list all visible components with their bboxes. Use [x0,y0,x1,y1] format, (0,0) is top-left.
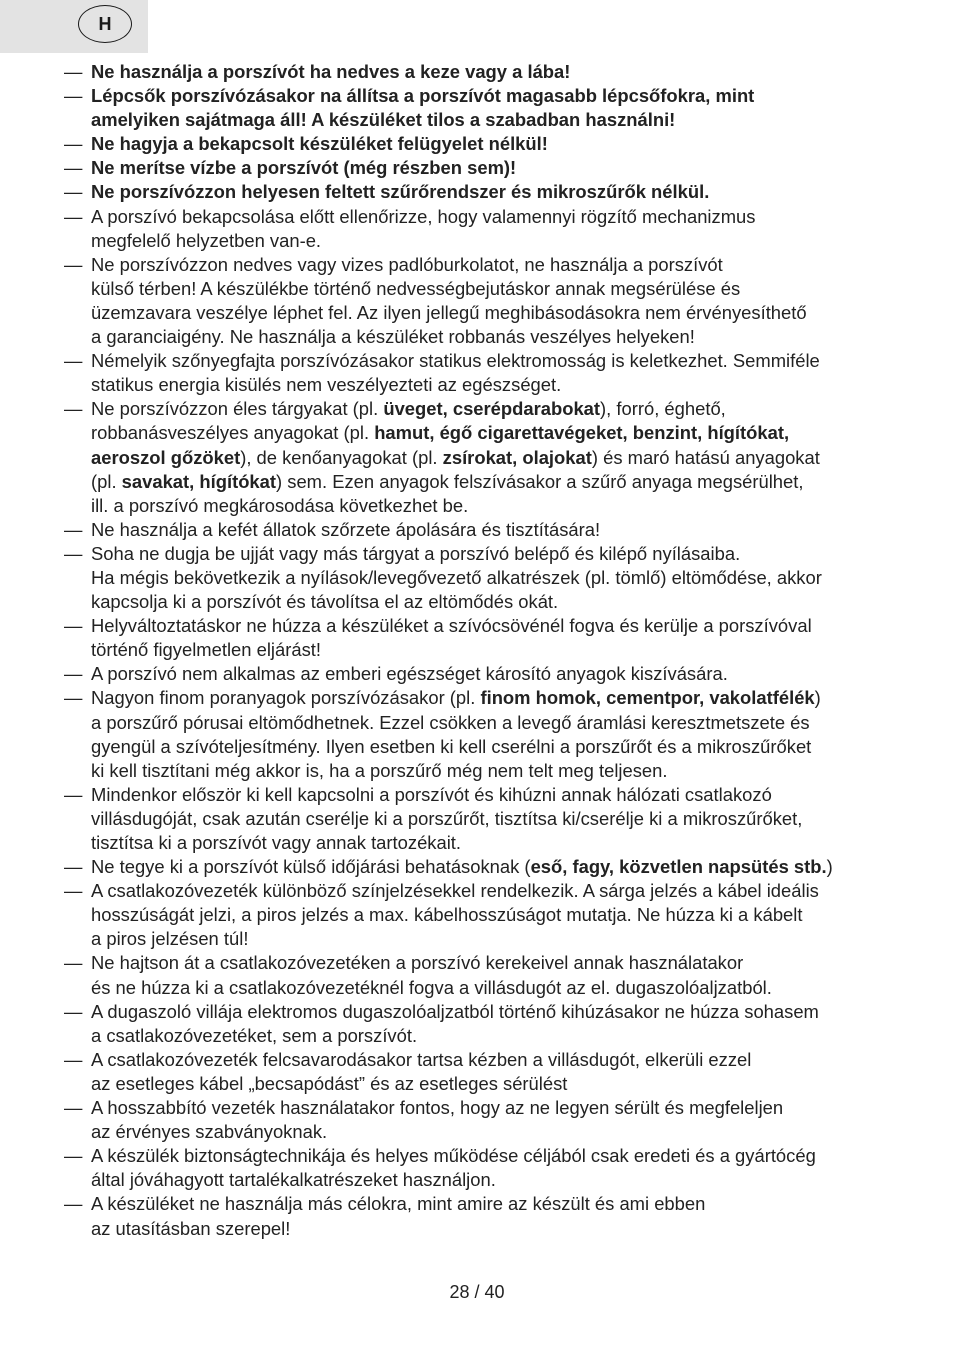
list-item-line [91,1072,914,1096]
safety-instructions-list [64,60,914,1241]
list-dash: — [64,615,83,637]
text-run: az utasításban szerepel! [91,1217,291,1239]
text-run: ) [826,856,833,878]
list-dash: — [64,783,83,805]
text-run: hosszúságát jelzi, a piros jelzés a max. kábelhosszúságot mutatja. Ne húzza ki a kábelt [91,904,803,926]
text-run: a porszűrő pórusai eltömődhetnek. Ezzel csökken a levegő áramlási keresztmetszete és [91,711,810,733]
text-run: Ha mégis bekövetkezik a nyílások/levegővezető alkatrészek (pl. tömlő) eltömődése, akkor [91,566,822,588]
list-item-line [91,976,914,1000]
list-item-line [91,518,914,542]
list-item-line [91,590,914,614]
language-tab [0,0,148,53]
list-dash: — [64,181,83,203]
list-item-line [91,783,914,807]
list-dash: — [64,61,83,82]
list-item-line [91,662,914,686]
emphasized-text: Ne porszívózzon helyesen feltett szűrőrendszer és mikroszűrők nélkül. [91,181,710,203]
list-item [64,951,914,999]
emphasized-text: aeroszol gőzöket [91,446,241,468]
list-item-line [91,156,914,180]
emphasized-text: üveget, cserépdarabokat [383,398,601,420]
list-item-line [91,277,914,301]
list-item [64,156,914,180]
list-dash: — [64,687,83,709]
text-run: és ne húzza ki a csatlakozóvezetéknél fogva a villásdugót az el. dugaszolóaljzatból. [91,976,772,998]
list-item-line [91,108,914,132]
list-item [64,855,914,879]
emphasized-text: Ne hagyja a bekapcsolt készüléket felügyelet nélkül! [91,133,548,155]
list-item-line [91,614,914,638]
list-item-line [91,807,914,831]
list-item [64,349,914,397]
list-item-line [91,421,914,445]
list-item [64,397,914,517]
list-item [64,542,914,614]
list-dash: — [64,880,83,902]
list-dash: — [64,518,83,540]
text-run: a piros jelzésen túl! [91,928,249,950]
list-item-line [91,205,914,229]
list-item-line [91,180,914,204]
list-item-line [91,1217,914,1241]
list-item-line [91,1168,914,1192]
list-item-line [91,1120,914,1144]
list-item-line [91,1000,914,1024]
list-item-line [91,229,914,253]
text-run: A porszívó bekapcsolása előtt ellenőrizze, hogy valamennyi rögzítő mechanizmus [91,205,756,227]
list-item-line [91,132,914,156]
text-run: történő figyelmetlen eljárást! [91,639,321,661]
list-item-line [91,879,914,903]
list-item [64,1192,914,1240]
list-item-line [91,831,914,855]
list-dash: — [64,253,83,275]
list-dash: — [64,350,83,372]
text-run: Ne porszívózzon nedves vagy vizes padlóburkolatot, ne használja a porszívót [91,253,723,275]
list-item-line [91,927,914,951]
emphasized-text: savakat, hígítókat [121,470,277,492]
text-run: üzemzavara veszélye léphet fel. Az ilyen jellegű meghibásodásokra nem érvényesíthető [91,301,807,323]
list-dash: — [64,205,83,227]
text-run: tisztítsa ki a porszívót vagy annak tartozékait. [91,832,462,853]
list-item-line [91,1024,914,1048]
list-item [64,518,914,542]
text-run: villásdugóját, csak azután cserélje ki a porszűrőt, tisztítsa ki/cserélje ki a mikroszűrőket, [91,807,803,829]
list-item [64,205,914,253]
list-dash: — [64,1000,83,1022]
text-run: A készüléket ne használja más célokra, mint amire az készült és ami ebben [91,1193,706,1215]
emphasized-text: amelyiken sajátmaga áll! A készüléket tilos a szabadban használni! [91,109,676,131]
list-item [64,253,914,349]
text-run: A hosszabbító vezeték használatakor fontos, hogy az ne legyen sérült és megfeleljen [91,1097,784,1119]
list-item [64,84,914,132]
text-run: A készülék biztonságtechnikája és helyes működése céljából csak eredeti és a gyártócég [91,1145,816,1167]
list-item-line [91,638,914,662]
text-run: A csatlakozóvezeték felcsavarodásakor tartsa kézben a villásdugót, elkerüli ezzel [91,1048,752,1070]
text-run: külső térben! A készülékbe történő nedvességbejutáskor annak megsérülése és [91,277,741,299]
list-dash: — [64,663,83,685]
list-item [64,1000,914,1048]
list-item [64,783,914,855]
list-dash: — [64,542,83,564]
text-run: a csatlakozóvezetéket, sem a porszívót. [91,1024,418,1046]
text-run: Ne hajtson át a csatlakozóvezetéken a porszívó kerekeivel annak használatakor [91,952,744,974]
list-dash: — [64,1048,83,1070]
list-item-line [91,494,914,518]
list-item-line [91,1144,914,1168]
list-dash: — [64,157,83,179]
list-item-line [91,951,914,975]
list-item-line [91,1192,914,1216]
list-item-line [91,446,914,470]
list-item-line [91,855,914,879]
list-item-line [91,397,914,421]
text-run: Helyváltoztatáskor ne húzza a készüléket a szívócsövénél fogva és kerülje a porszívóval [91,615,812,637]
text-run: Ne tegye ki a porszívót külső időjárási behatásoknak ( [91,856,531,878]
emphasized-text: hamut, égő cigarettavégeket, benzint, hígítókat, [374,422,790,444]
list-item-line [91,325,914,349]
text-run: az érvényes szabványoknak. [91,1121,328,1143]
list-dash: — [64,398,83,420]
text-run: A porszívó nem alkalmas az emberi egészséget károsító anyagok kiszívására. [91,663,728,685]
list-item-line [91,686,914,710]
list-dash: — [64,1193,83,1215]
text-run: megfelelő helyzetben van-e. [91,229,322,251]
list-item [64,132,914,156]
emphasized-text: Ne merítse vízbe a porszívót (még részben sem)! [91,157,517,179]
text-run: ) [814,687,821,709]
list-item-line [91,253,914,277]
emphasized-text: Ne használja a porszívót ha nedves a keze vagy a lába! [91,61,571,82]
list-item-line [91,373,914,397]
text-run: ) sem. Ezen anyagok felszívásakor a szűrő anyaga megsérülhet, [276,470,804,492]
text-run: által jóváhagyott tartalékalkatrészeket használjon. [91,1169,496,1191]
list-item [64,180,914,204]
list-item-line [91,301,914,325]
list-dash: — [64,133,83,155]
list-item-line [91,735,914,759]
list-item [64,879,914,951]
list-item-line [91,903,914,927]
list-item [64,686,914,782]
text-run: A dugaszoló villája elektromos dugaszolóaljzatból történő kihúzásakor ne húzza sohasem [91,1000,819,1022]
list-item-line [91,1048,914,1072]
list-item-line [91,349,914,373]
text-run: ki kell tisztítani még akkor is, ha a porszűrő még nem telt meg teljesen. [91,759,668,781]
emphasized-text: eső, fagy, közvetlen napsütés stb. [530,856,827,878]
list-item [64,1096,914,1144]
list-dash: — [64,85,83,107]
text-run: (pl. [91,470,122,492]
list-dash: — [64,1145,83,1167]
list-item-line [91,542,914,566]
list-dash: — [64,856,83,878]
page-number: 28 / 40 [449,1282,505,1302]
text-run: ), de kenőanyagokat (pl. [240,446,443,468]
list-item-line [91,566,914,590]
text-run: Némelyik szőnyegfajta porszívózásakor statikus elektromosság is keletkezhet. Semmiféle [91,350,820,372]
list-item-line [91,759,914,783]
text-run: gyengül a szívóteljesítmény. Ilyen esetben ki kell cserélni a porszűrőt és a mikroszűrőket [91,735,812,757]
text-run: Nagyon finom poranyagok porszívózásakor (pl. [91,687,481,709]
text-run: Ne használja a kefét állatok szőrzete ápolására és tisztítására! [91,518,601,540]
language-badge: H [78,5,132,43]
text-run: a garanciaigény. Ne használja a készüléket robbanás veszélyes helyeken! [91,326,695,348]
text-run: robbanásveszélyes anyagokat (pl. [91,422,375,444]
list-item-line [91,1096,914,1120]
list-dash: — [64,952,83,974]
list-item [64,1048,914,1096]
text-run: ), forró, éghető, [600,398,726,420]
list-item-line [91,84,914,108]
list-item [64,60,914,84]
text-run: A csatlakozóvezeték különböző színjelzésekkel rendelkezik. A sárga jelzés a kábel ideális [91,880,819,902]
list-item [64,662,914,686]
emphasized-text: finom homok, cementpor, vakolatfélék [480,687,815,709]
emphasized-text: Lépcsők porszívózásakor na állítsa a porszívót magasabb lépcsőfokra, mint [91,85,755,107]
list-item-line [91,711,914,735]
text-run: kapcsolja ki a porszívót és távolítsa el az eltömődés okát. [91,591,559,613]
text-run: az esetleges kábel „becsapódást” és az esetleges sérülést [91,1072,568,1094]
list-dash: — [64,1097,83,1119]
list-item [64,614,914,662]
text-run: statikus energia kisülés nem veszélyezteti az egészséget. [91,374,562,396]
list-item [64,1144,914,1192]
list-item-line [91,60,914,84]
text-run: Mindenkor először ki kell kapcsolni a porszívót és kihúzni annak hálózati csatlakozó [91,783,772,805]
emphasized-text: zsírokat, olajokat [442,446,592,468]
text-run: Soha ne dugja be ujját vagy más tárgyat a porszívó belépő és kilépő nyílásaiba. [91,542,741,564]
text-run: ) és maró hatású anyagokat [591,446,820,468]
text-run: Ne porszívózzon éles tárgyakat (pl. [91,398,384,420]
text-run: ill. a porszívó megkárosodása következhet be. [91,494,469,516]
list-item-line [91,470,914,494]
